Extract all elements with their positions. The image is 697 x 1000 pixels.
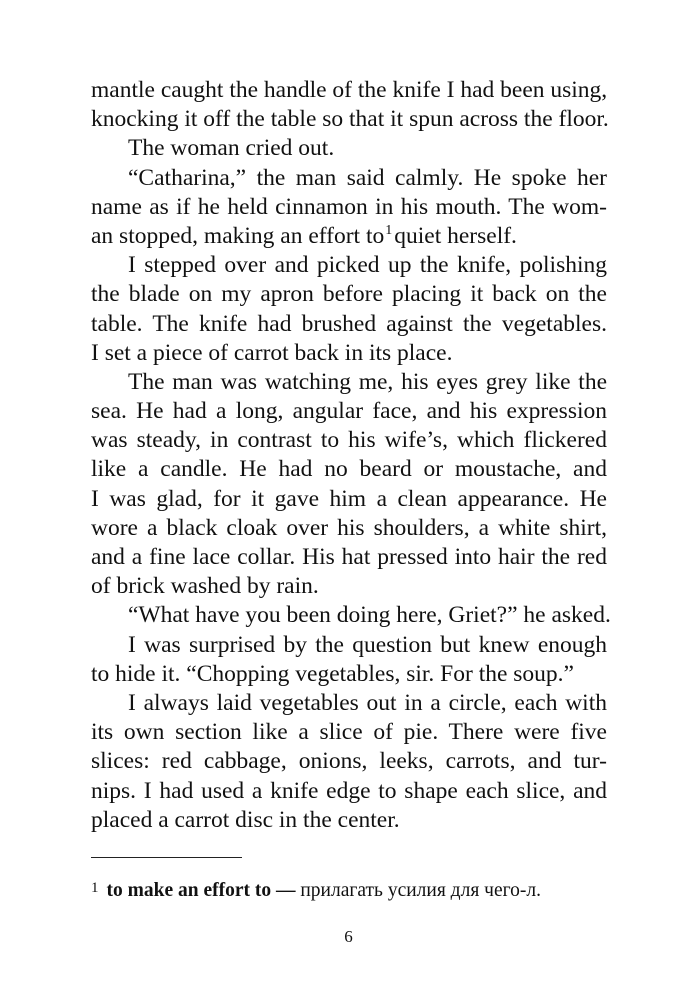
text-line: of brick washed by rain. [91, 573, 319, 600]
text-line: its own section like a slice of pie. There were five [91, 719, 607, 746]
text-line [91, 222, 607, 251]
text-line: wore a black cloak over his shoulders, a white shirt, [91, 514, 607, 541]
text-line: the blade on my apron before placing it back on the [91, 281, 607, 308]
text-line: slices: red cabbage, onions, leeks, carrots, and tur- [91, 748, 607, 775]
text-line: “Catharina,” the man said calmly. He spoke her [128, 164, 607, 191]
text-line: like a candle. He had no beard or moustache, and [91, 456, 607, 483]
footnote-marker: 1 [385, 222, 393, 238]
text-line: The man was watching me, his eyes grey like the [128, 368, 607, 395]
text-line: placed a carrot disc in the center. [91, 806, 400, 833]
text-line: to hide it. “Chopping vegetables, sir. For the soup.” [91, 660, 574, 687]
footnote-divider [91, 857, 242, 858]
text-line: table. The knife had brushed against the vegetables. [91, 310, 607, 337]
text-line: I set a piece of carrot back in its place. [91, 339, 453, 366]
footnote-term: to make an effort to — [106, 880, 296, 901]
text-line: name as if he held cinnamon in his mouth. The wom- [91, 193, 607, 220]
text-fragment: quiet herself. [394, 222, 517, 249]
text-line: sea. He had a long, angular face, and his expression [91, 398, 607, 425]
text-line: I was surprised by the question but knew enough [128, 631, 607, 658]
text-line: I stepped over and picked up the knife, polishing [128, 252, 607, 279]
text-line: and a fine lace collar. His hat pressed into hair the red [91, 544, 607, 570]
footnote [91, 875, 621, 904]
text-line: nips. I had used a knife edge to shape each slice, and [91, 777, 607, 804]
footnote-translation: прилагать усилия для чего-л. [300, 880, 541, 901]
text-line: “What have you been doing here, Griet?” he asked. [128, 602, 611, 629]
text-line: knocking it off the table so that it spun across the floor. [91, 106, 609, 133]
text-line: was steady, in contrast to his wife’s, which flickered [91, 427, 607, 454]
text-line: I always laid vegetables out in a circle, each with [128, 689, 607, 716]
page-number: 6 [344, 927, 353, 946]
footnote-number: 1 [91, 880, 99, 896]
page-body-text [91, 76, 611, 835]
text-line: mantle caught the handle of the knife I had been using, [91, 77, 608, 103]
text-line: I was glad, for it gave him a clean appearance. He [91, 485, 607, 512]
text-line: The woman cried out. [128, 135, 335, 162]
text-fragment: an stopped, making an effort to [91, 222, 385, 249]
